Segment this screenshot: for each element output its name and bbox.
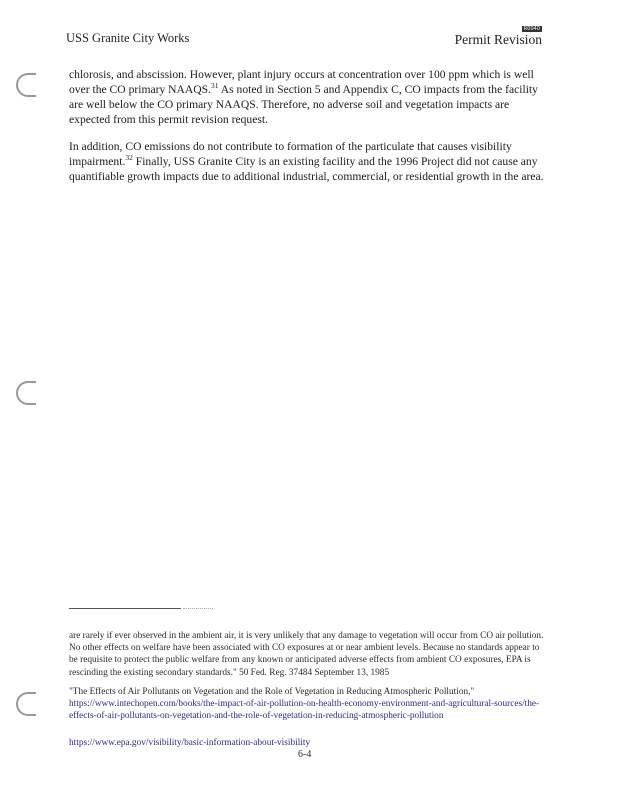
header-facility-name: USS Granite City Works: [66, 31, 190, 45]
footnote-31: [69, 686, 544, 723]
paragraph-soil-vegetation: [69, 67, 549, 127]
paragraph-visibility-growth: [69, 139, 549, 184]
footnote-ref-31: 31: [211, 81, 219, 91]
footnote-separator-tail: [183, 608, 213, 609]
footnote-32: [69, 737, 544, 749]
paragraph-text: chlorosis, and abscission. However, plant injury occurs at concentration over 100 ppm which is well over the CO primary NAAQS.: [69, 68, 534, 96]
paragraph-text: In addition, CO emissions do not contribute to formation of the particulate that causes visibility impairment.: [69, 140, 512, 168]
footnote-ref-32: 32: [125, 153, 133, 163]
binder-hole-mark: [16, 73, 36, 97]
footnote-text: are rarely if ever observed in the ambient air, it is very unlikely that any damage to vegetation will occur from CO air pollution. No other effects on welfare have been associated with CO exposures at or near ambient levels. Because no standards appear to be requisite to protect the public welfare from any known or anticipated adverse effects from ambient CO exposures, EPA is rescinding the existing secondary standards." 50 Fed. Reg. 37484 September 13, 1985: [69, 631, 544, 678]
binder-hole-mark: [16, 692, 36, 716]
page-number: 6-4: [298, 749, 312, 760]
header-document-type: Permit Revision: [454, 32, 542, 47]
header-stamp: R0040: [523, 26, 540, 32]
paragraph-text: Finally, USS Granite City is an existing facility and the 1996 Project did not cause any quantifiable growth impacts due to additional industrial, commercial, or residential growth in the area.: [69, 155, 544, 183]
footnote-continued: [69, 630, 544, 679]
footnote-31-link[interactable]: https://www.intechopen.com/books/the-impact-of-air-pollution-on-health-economy-environment-and-agricultural-sources/the-effects-of-air-pollutants-on-vegetation-and-the-role-of-vegetation-in-reducing-atmospheric-pollution: [69, 699, 540, 722]
binder-hole-mark: [16, 381, 36, 405]
footnote-31-title: "The Effects of Air Pollutants on Vegetation and the Role of Vegetation in Reducing Atmospheric Pollution,": [69, 687, 475, 697]
footnote-32-link[interactable]: https://www.epa.gov/visibility/basic-information-about-visibility: [69, 738, 311, 748]
footnote-separator: [69, 608, 181, 609]
paragraph-text: As noted in Section 5 and Appendix C, CO impacts from the facility are well below the CO primary NAAQS. Therefore, no adverse soil and vegetation impacts are expected from this permit revision request.: [69, 83, 538, 126]
